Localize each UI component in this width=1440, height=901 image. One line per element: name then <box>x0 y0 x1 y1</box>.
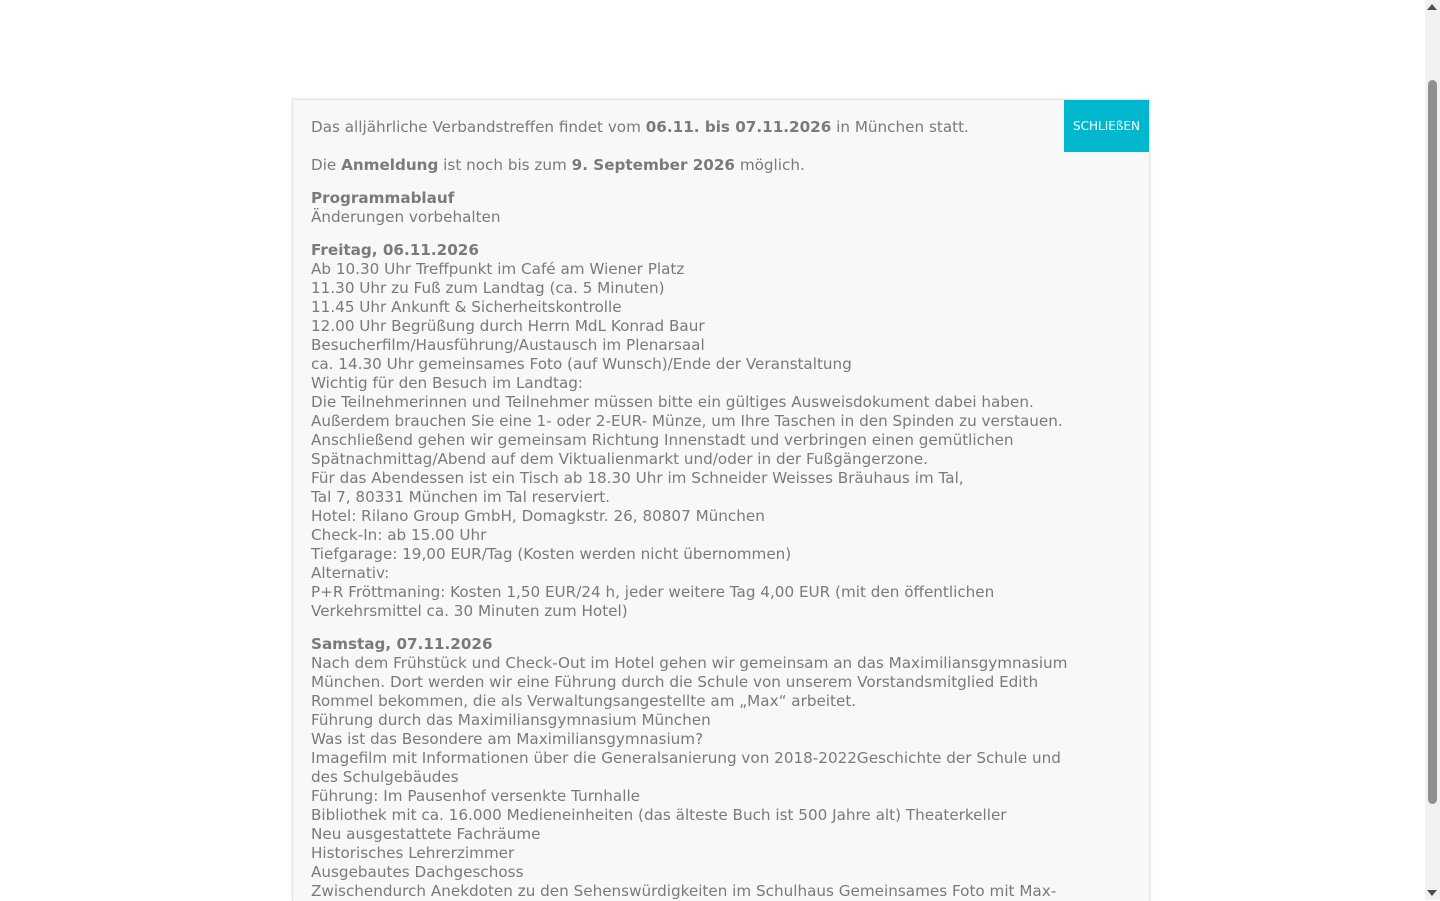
friday-line: Check-In: ab 15.00 Uhr <box>311 526 487 544</box>
friday-line: Außerdem brauchen Sie eine 1- oder 2-EUR- Münze, um Ihre Taschen in den Spinden zu verstauen. <box>311 412 1063 430</box>
friday-line: Besucherfilm/Hausführung/Austausch im Plenarsaal <box>311 336 705 354</box>
friday-line: Alternativ: <box>311 564 390 582</box>
friday-line: 11.30 Uhr zu Fuß zum Landtag (ca. 5 Minuten) <box>311 279 665 297</box>
saturday-title: Samstag, 07.11.2026 <box>311 635 493 653</box>
registration-paragraph: Die Anmeldung ist noch bis zum 9. September 2026 möglich. <box>311 156 805 174</box>
friday-line: P+R Fröttmaning: Kosten 1,50 EUR/24 h, jeder weitere Tag 4,00 EUR (mit den öffentlichen <box>311 583 995 601</box>
friday-line: Wichtig für den Besuch im Landtag: <box>311 374 584 392</box>
friday-line: Verkehrsmittel ca. 30 Minuten zum Hotel) <box>311 602 628 620</box>
scrollbar-thumb[interactable] <box>1428 80 1437 804</box>
friday-line: Tiefgarage: 19,00 EUR/Tag (Kosten werden nicht übernommen) <box>311 545 792 563</box>
saturday-line: Führung: Im Pausenhof versenkte Turnhalle <box>311 787 641 805</box>
close-button[interactable]: SCHLIEßEN <box>1064 100 1149 152</box>
friday-line: 11.45 Uhr Ankunft & Sicherheitskontrolle <box>311 298 622 316</box>
saturday-line: Nach dem Frühstück und Check-Out im Hotel gehen wir gemeinsam an das Maximiliansgymnasium <box>311 654 1068 672</box>
saturday-line: Imagefilm mit Informationen über die Generalsanierung von 2018-2022Geschichte der Schule und <box>311 749 1061 767</box>
friday-line: Spätnachmittag/Abend auf dem Viktualienmarkt und/oder in der Fußgängerzone. <box>311 450 928 468</box>
event-date-paragraph: Das alljährliche Verbandstreffen findet vom 06.11. bis 07.11.2026 in München statt. <box>311 118 969 136</box>
saturday-section <box>311 635 1111 901</box>
saturday-line: Neu ausgestattete Fachräume <box>311 825 541 843</box>
saturday-line: Was ist das Besondere am Maximiliansgymnasium? <box>311 730 704 748</box>
saturday-line: Historisches Lehrerzimmer <box>311 844 515 862</box>
saturday-line: München. Dort werden wir eine Führung durch die Schule von unserem Vorstandsmitglied Edith <box>311 673 1039 691</box>
saturday-line: Führung durch das Maximiliansgymnasium München <box>311 711 711 729</box>
friday-line: Anschließend gehen wir gemeinsam Richtung Innenstadt und verbringen einen gemütlichen <box>311 431 1014 449</box>
friday-line: Ab 10.30 Uhr Treffpunkt im Café am Wiener Platz <box>311 260 685 278</box>
friday-line: Die Teilnehmerinnen und Teilnehmer müssen bitte ein gültiges Ausweisdokument dabei haben. <box>311 393 1034 411</box>
scroll-up-arrow-icon[interactable] <box>1427 4 1437 10</box>
friday-line: 12.00 Uhr Begrüßung durch Herrn MdL Konrad Baur <box>311 317 705 335</box>
saturday-line: Ausgebautes Dachgeschoss <box>311 863 524 881</box>
friday-section <box>311 241 1111 621</box>
saturday-line: Zwischendurch Anekdoten zu den Sehenswürdigkeiten im Schulhaus Gemeinsames Foto mit Max- <box>311 882 1057 900</box>
friday-line: Tal 7, 80331 München im Tal reserviert. <box>311 488 610 506</box>
program-section <box>311 189 1111 227</box>
friday-title: Freitag, 06.11.2026 <box>311 241 479 259</box>
page-scrollbar[interactable] <box>1425 0 1440 900</box>
friday-line: ca. 14.30 Uhr gemeinsames Foto (auf Wunsch)/Ende der Veranstaltung <box>311 355 852 373</box>
saturday-line: Bibliothek mit ca. 16.000 Medieneinheiten (das älteste Buch ist 500 Jahre alt) Theaterkeller <box>311 806 1007 824</box>
saturday-line: Rommel bekommen, die als Verwaltungsangestellte am „Max“ arbeitet. <box>311 692 857 710</box>
modal-content <box>311 100 1111 901</box>
scroll-down-arrow-icon[interactable] <box>1427 890 1437 896</box>
program-title: Programmablauf <box>311 189 455 207</box>
event-modal <box>292 99 1150 901</box>
friday-line: Hotel: Rilano Group GmbH, Domagkstr. 26, 80807 München <box>311 507 765 525</box>
friday-line: Für das Abendessen ist ein Tisch ab 18.30 Uhr im Schneider Weisses Bräuhaus im Tal, <box>311 469 964 487</box>
saturday-line: des Schulgebäudes <box>311 768 459 786</box>
program-subtitle: Änderungen vorbehalten <box>311 208 501 226</box>
